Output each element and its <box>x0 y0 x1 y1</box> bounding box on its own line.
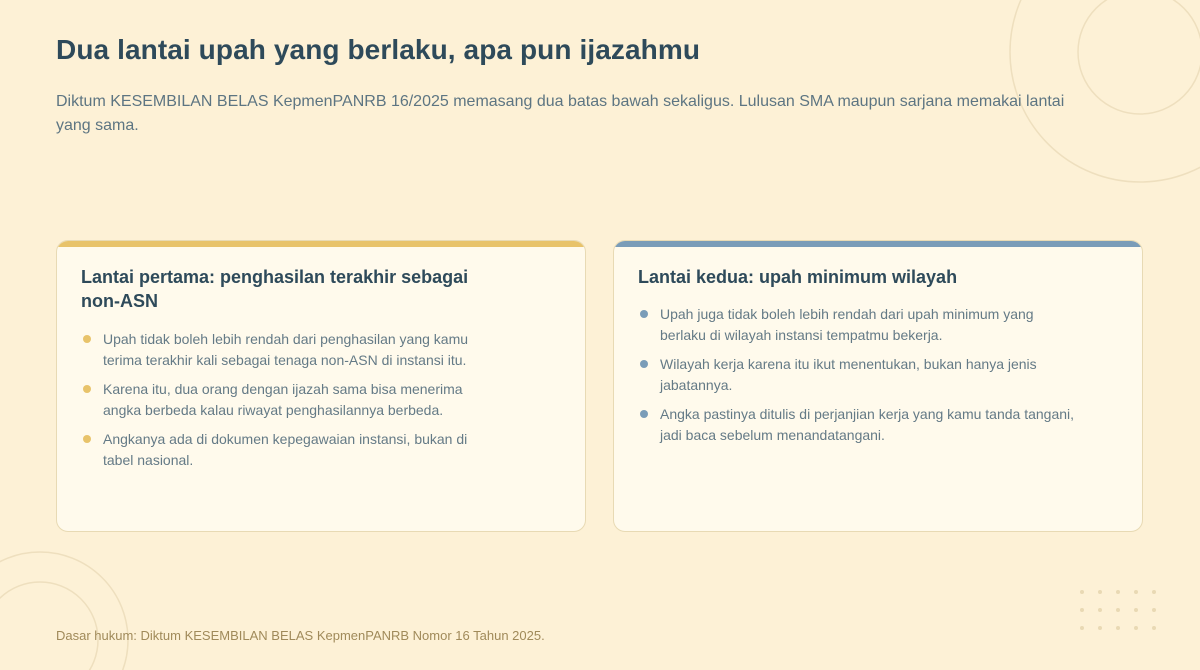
list-item <box>638 404 1078 446</box>
decor-dot <box>1116 626 1120 630</box>
bullet-dot-icon <box>640 410 648 418</box>
decor-dot <box>1116 590 1120 594</box>
list-item-text: Karena itu, dua orang dengan ijazah sama bisa menerima angka berbeda kalau riwayat penghasilannya berbeda. <box>103 381 463 418</box>
card-title: Lantai pertama: penghasilan terakhir sebagai non-ASN <box>81 267 469 311</box>
list-item-text: Angka pastinya ditulis di perjanjian kerja yang kamu tanda tangani, jadi baca sebelum menandatangani. <box>660 406 1075 443</box>
card-bullet-list <box>81 329 501 479</box>
decor-dot <box>1080 626 1084 630</box>
decor-dot <box>1098 590 1102 594</box>
decor-dot <box>1134 626 1138 630</box>
decor-dot <box>1080 590 1084 594</box>
bottom-left-rings <box>0 552 128 670</box>
card-first-floor <box>56 240 586 532</box>
page-title: Dua lantai upah yang berlaku, apa pun ijazahmu <box>56 34 701 65</box>
decor-dot <box>1152 590 1156 594</box>
list-item <box>638 354 1078 396</box>
decor-dot <box>1080 608 1084 612</box>
list-item <box>81 329 501 371</box>
card-accent-bar <box>614 241 1142 247</box>
list-item-text: Wilayah kerja karena itu ikut menentukan, bukan hanya jenis jabatannya. <box>660 356 1037 393</box>
list-item <box>81 429 501 471</box>
bullet-dot-icon <box>640 360 648 368</box>
decor-dot <box>1152 608 1156 612</box>
bullet-dot-icon <box>83 385 91 393</box>
decor-dot <box>1098 626 1102 630</box>
card-second-floor <box>613 240 1143 532</box>
dot-grid <box>1080 590 1156 630</box>
list-item-text: Upah tidak boleh lebih rendah dari penghasilan yang kamu terima terakhir kali sebagai tenaga non-ASN di instansi itu. <box>103 331 469 368</box>
decor-dot <box>1134 590 1138 594</box>
decor-dot <box>1134 608 1138 612</box>
bullet-dot-icon <box>83 435 91 443</box>
card-title: Lantai kedua: upah minimum wilayah <box>638 267 958 287</box>
list-item <box>81 379 501 421</box>
bullet-dot-icon <box>83 335 91 343</box>
list-item-text: Upah juga tidak boleh lebih rendah dari upah minimum yang berlaku di wilayah instansi tempatmu bekerja. <box>660 306 1034 343</box>
bullet-dot-icon <box>640 310 648 318</box>
page-subtitle: Diktum KESEMBILAN BELAS KepmenPANRB 16/2025 memasang dua batas bawah sekaligus. Lulusan SMA maupun sarjana memakai lantai yang sama. <box>56 93 1065 134</box>
list-item-text: Angkanya ada di dokumen kepegawaian instansi, bukan di tabel nasional. <box>103 431 468 468</box>
list-item <box>638 304 1078 346</box>
card-bullet-list <box>638 304 1078 454</box>
decor-dot <box>1098 608 1102 612</box>
footer-legal-basis: Dasar hukum: Diktum KESEMBILAN BELAS KepmenPANRB Nomor 16 Tahun 2025. <box>56 628 545 643</box>
card-accent-bar <box>57 241 585 247</box>
decor-dot <box>1116 608 1120 612</box>
decor-dot <box>1152 626 1156 630</box>
